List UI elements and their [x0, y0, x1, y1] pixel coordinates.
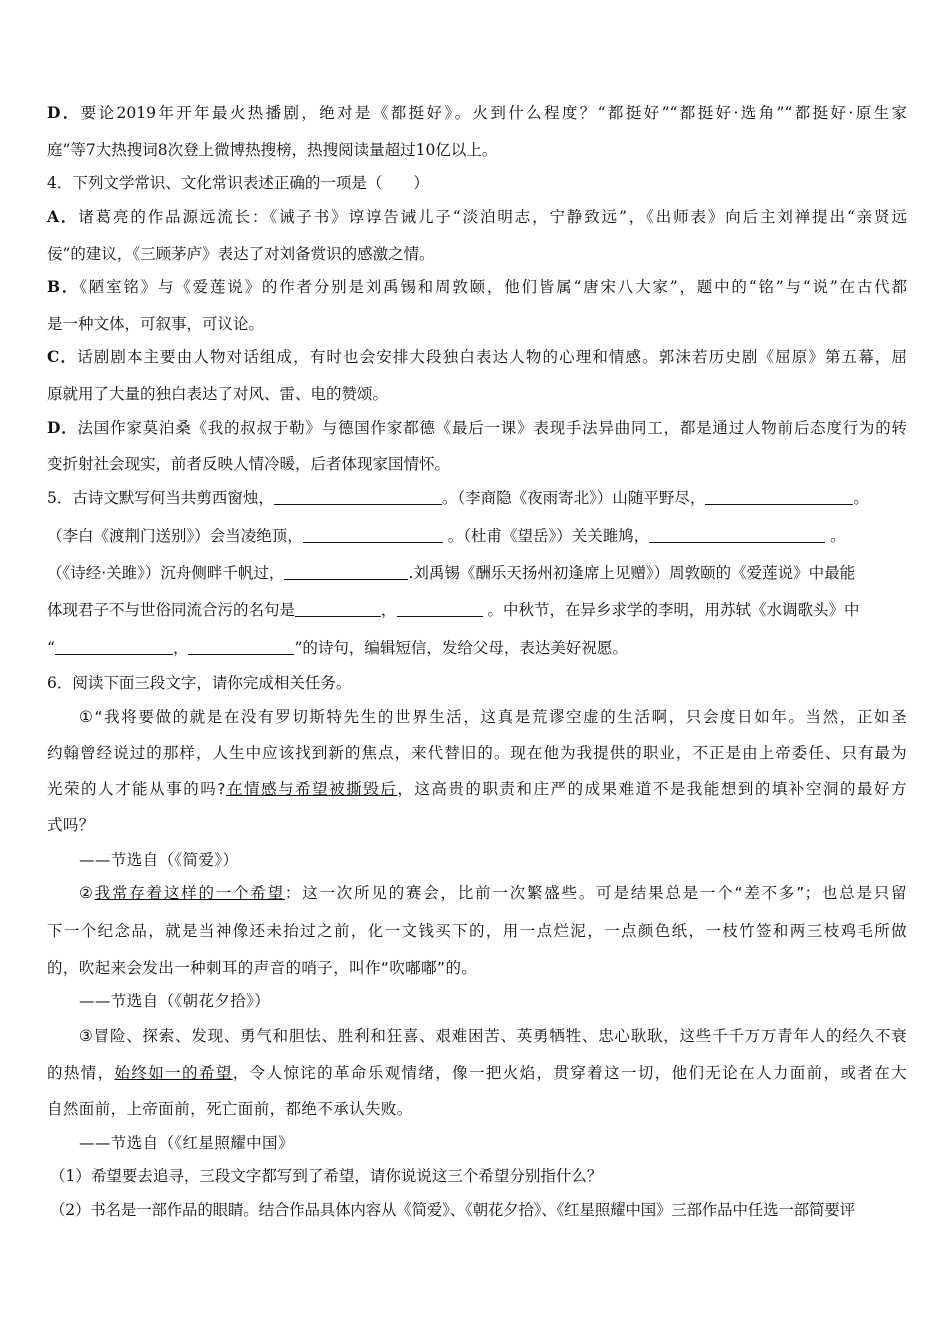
blank-4[interactable] — [649, 527, 825, 543]
task-1: （1）希望要去追寻，三段文字都写到了希望，请你说说这三个希望分别指什么？ — [50, 1167, 603, 1185]
blank-8[interactable] — [55, 639, 173, 655]
q5-line4: 体现君子不与世俗同流合污的名句是 ， 。中秋节，在异乡求学的李明，用苏轼《水调歌头》中 — [47, 601, 860, 619]
passage1-line1: ①“我将要做的就是在没有罗切斯特先生的世界生活，这真是荒谬空虚的生活啊，只会度日如年。当然，正如圣 — [79, 708, 907, 726]
task-2: （2）书名是一部作品的眼睛。结合作品具体内容从《简爱》、《朝花夕拾》、《红星照耀中国》三部作品中任选一部简要评 — [50, 1201, 855, 1219]
passage3-line2: 的热情，始终如一的希望，令人惊诧的革命乐观情绪，像一把火焰，贯穿着这一切，他们无论在人力面前，或者在大 — [47, 1064, 907, 1082]
q5-line2: （李白《渡荆门送别》）会当凌绝顶， 。（杜甫《望岳》）关关雎鸠， 。 — [47, 527, 846, 545]
q5-line3: （《诗经·关雎》）沉舟侧畔千帆过， .刘禹锡《酬乐天扬州初逢席上见赠》）周敦颐的《爱莲说》中最能 — [47, 564, 856, 582]
source-red-star: ——节选自（《红星照耀中国》 — [79, 1134, 294, 1152]
blank-6[interactable] — [295, 601, 381, 617]
q4-option-b-line2: 是一种文体，可叙事，可议论。 — [47, 315, 265, 333]
q4-option-b-line1: B．《陋室铭》与《爱莲说》的作者分别是刘禹锡和周敦颐，他们皆属“唐宋八大家”，题中的“铭”与“说”在古代都 — [47, 277, 907, 296]
blank-7[interactable] — [397, 601, 483, 617]
q5-line5: “ ， ”的诗句，编辑短信，发给父母，表达美好祝愿。 — [47, 639, 628, 657]
blank-2[interactable] — [705, 489, 853, 505]
blank-5[interactable] — [284, 564, 408, 580]
source-dawn-blossoms: ——节选自（《朝花夕拾》） — [79, 992, 271, 1010]
q5-line1: 5．古诗文默写何当共剪西窗烛， 。（李商隐《夜雨寄北》）山随平野尽， 。 — [47, 489, 869, 507]
blank-9[interactable] — [188, 639, 294, 655]
underlined-phrase-3: 始终如一的希望 — [114, 1064, 233, 1082]
passage2-line2: 下一个纪念品，就是当神像还未抬过之前，化一文钱买下的，用一点烂泥，一点颜色纸，一枝竹签和两三枝鸡毛所做 — [47, 922, 907, 940]
blank-1[interactable] — [274, 489, 442, 505]
blank-3[interactable] — [303, 527, 443, 543]
q4-option-d-line1: D．法国作家莫泊桑《我的叔叔于勒》与德国作家都德《最后一课》表现手法异曲同工，都是通过人物前后态度行为的转 — [47, 418, 907, 437]
q4-option-c-line1: C．话剧剧本主要由人物对话组成，有时也会安排大段独白表达人物的心理和情感。郭沫若历史剧《屈原》第五幕，屈 — [47, 347, 907, 366]
q4-option-a-line2: 佞”的建议，《三顾茅庐》表达了对刘备赏识的感激之情。 — [47, 245, 435, 263]
passage1-line3: 光荣的人才能从事的吗?在情感与希望被撕毁后，这高贵的职责和庄严的成果难道不是我能想到的填补空洞的最好方 — [47, 780, 907, 798]
underlined-phrase-2: 我常存着这样的一个希望 — [94, 884, 285, 902]
passage1-line4: 式吗？ — [47, 816, 95, 834]
q4-option-d-line2: 变折射社会现实，前者反映人情冷暖，后者体现家国情怀。 — [47, 455, 451, 473]
q4-stem: 4．下列文学常识、文化常识表述正确的一项是（ ） — [47, 174, 429, 192]
q6-stem: 6．阅读下面三段文字，请你完成相关任务。 — [47, 674, 352, 692]
passage2-line3: 的，吹起来会发出一种刺耳的声音的哨子，叫作“吹嘟嘟”的。 — [47, 959, 478, 977]
source-jane-eyre: ——节选自（《简爱》） — [79, 851, 239, 869]
passage2-line1: ②我常存着这样的一个希望：这一次所见的赛会，比前一次繁盛些。可是结果总是一个“差不多”；也总是只留 — [79, 884, 907, 902]
q4-option-a-line1: A．诸葛亮的作品源远流长：《诫子书》谆谆告诫儿子“淡泊明志，宁静致远”，《出师表》向后主刘禅提出“亲贤远 — [47, 207, 907, 226]
q4-option-c-line2: 原就用了大量的独白表达了对风、雷、电的赞颂。 — [47, 385, 389, 403]
q3-option-d-line2: 庭”等7大热搜词8次登上微博热搜榜，热搜阅读量超过10亿以上。 — [47, 141, 498, 159]
passage3-line1: ③冒险、探索、发现、勇气和胆怯、胜利和狂喜、艰难困苦、英勇牺牲、忠心耿耿，这些千千万万青年人的经久不衰 — [79, 1027, 907, 1045]
passage3-line3: 自然面前，上帝面前，死亡面前，都绝不承认失败。 — [47, 1100, 413, 1118]
passage1-line2: 约翰曾经说过的那样，人生中应该找到新的焦点，来代替旧的。现在他为我提供的职业，不正是由上帝委任、只有最为 — [47, 744, 907, 762]
underlined-phrase-1: 在情感与希望被撕毁后 — [225, 780, 398, 798]
q3-option-d-line1: D．要论2019年开年最火热播剧，绝对是《都挺好》。火到什么程度？“都挺好”“都挺好·选角”“都挺好·原生家 — [47, 103, 907, 122]
